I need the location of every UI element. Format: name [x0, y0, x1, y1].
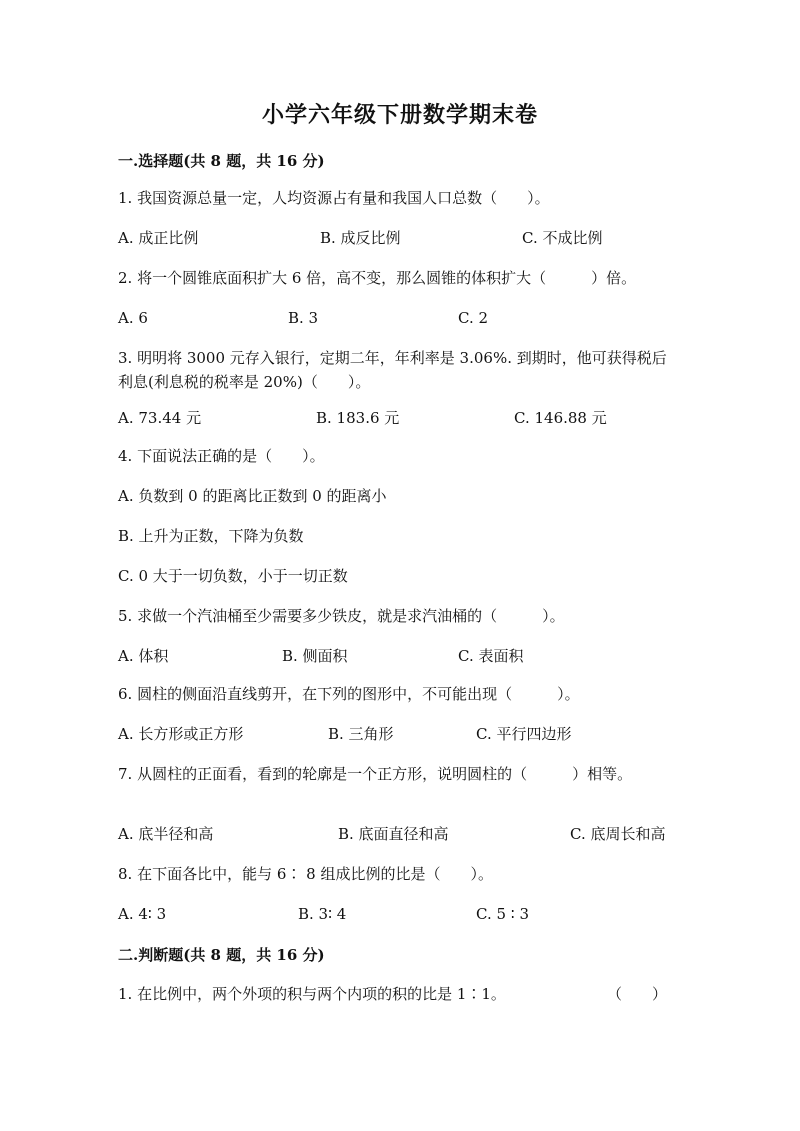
- q8-option-c: C. 5 ∶ 3: [476, 905, 530, 923]
- page-title: 小学六年级下册数学期末卷: [261, 102, 538, 128]
- question-1: 1. 我国资源总量一定，人均资源占有量和我国人口总数（ ）。: [118, 189, 550, 207]
- section-heading-choice: 一.选择题(共 8 题，共 16 分): [118, 152, 325, 170]
- q7-option-c: C. 底周长和高: [570, 825, 666, 843]
- q3-option-a: A. 73.44 元: [118, 409, 202, 427]
- question-7: 7. 从圆柱的正面看，看到的轮廓是一个正方形，说明圆柱的（ ）相等。: [118, 765, 633, 783]
- question-3: 3. 明明将 3000 元存入银行，定期二年，年利率是 3.06%. 到期时，他可获得税后利息(利息税的税率是 20%)（ ）。: [118, 349, 667, 391]
- q8-option-a: A. 4∶ 3: [118, 905, 167, 923]
- judgement-question-1: 1. 在比例中，两个外项的积与两个内项的积的比是 1∶1。: [118, 985, 506, 1003]
- q2-option-b: B. 3: [288, 309, 319, 327]
- q7-option-b: B. 底面直径和高: [338, 825, 449, 843]
- q1-option-c: C. 不成比例: [522, 229, 603, 247]
- q2-option-c: C. 2: [458, 309, 489, 327]
- section-heading-judgement: 二.判断题(共 8 题，共 16 分): [118, 946, 325, 964]
- q7-option-a: A. 底半径和高: [118, 825, 214, 843]
- answer-blank: （ ）: [607, 985, 668, 1003]
- q5-option-a: A. 体积: [118, 647, 169, 665]
- q1-option-a: A. 成正比例: [118, 229, 199, 247]
- question-6: 6. 圆柱的侧面沿直线剪开，在下列的图形中，不可能出现（ ）。: [118, 685, 580, 703]
- question-4: 4. 下面说法正确的是（ ）。: [118, 447, 325, 465]
- q1-option-b: B. 成反比例: [320, 229, 401, 247]
- q8-option-b: B. 3∶ 4: [298, 905, 347, 923]
- q3-option-b: B. 183.6 元: [316, 409, 400, 427]
- question-2: 2. 将一个圆锥底面积扩大 6 倍，高不变，那么圆锥的体积扩大（ ）倍。: [118, 269, 637, 287]
- q2-option-a: A. 6: [118, 309, 148, 327]
- q5-option-c: C. 表面积: [458, 647, 524, 665]
- q4-option-c: C. 0 大于一切负数，小于一切正数: [118, 567, 348, 585]
- q4-option-b: B. 上升为正数，下降为负数: [118, 527, 304, 545]
- q6-option-b: B. 三角形: [328, 725, 394, 743]
- q6-option-a: A. 长方形或正方形: [118, 725, 244, 743]
- question-5: 5. 求做一个汽油桶至少需要多少铁皮，就是求汽油桶的（ ）。: [118, 607, 565, 625]
- question-8: 8. 在下面各比中，能与 6∶ 8 组成比例的比是（ ）。: [118, 865, 493, 883]
- q4-option-a: A. 负数到 0 的距离比正数到 0 的距离小: [118, 487, 387, 505]
- q6-option-c: C. 平行四边形: [476, 725, 572, 743]
- q5-option-b: B. 侧面积: [282, 647, 348, 665]
- q3-option-c: C. 146.88 元: [514, 409, 607, 427]
